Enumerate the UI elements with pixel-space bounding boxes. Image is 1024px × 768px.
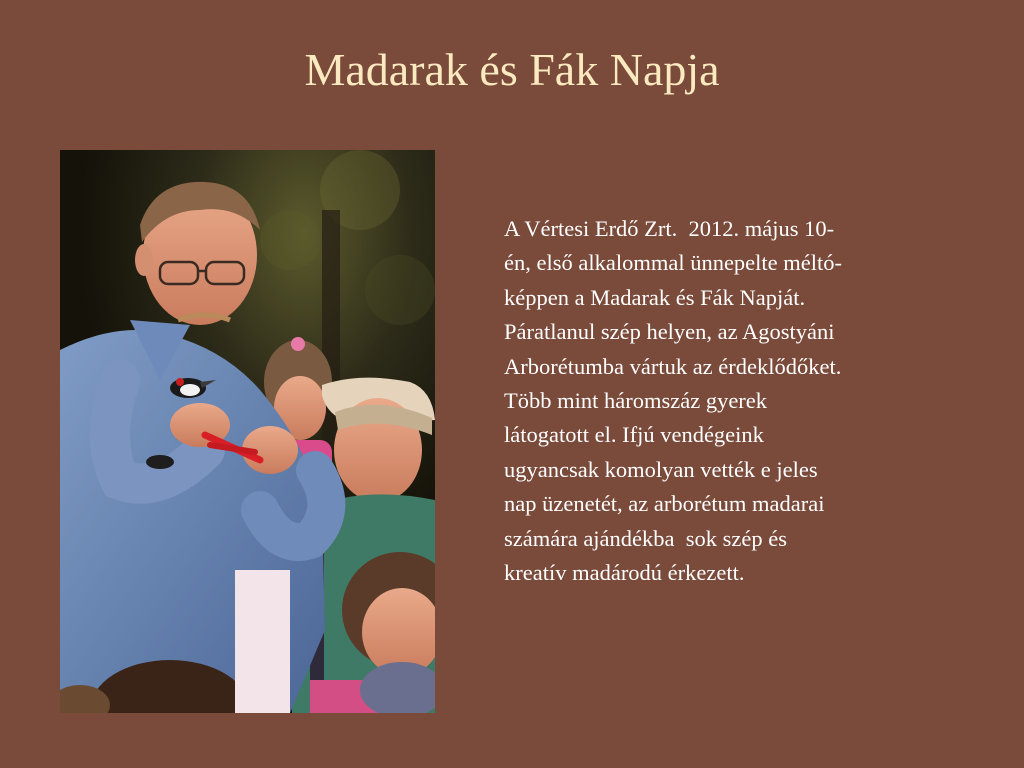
photo-illustration [60,150,435,713]
body-line: számára ajándékba sok szép és [504,525,787,551]
body-line: Több mint háromszáz gyerek [504,388,768,414]
event-photo [60,150,435,713]
slide-title: Madarak és Fák Napja [304,44,720,95]
striped-shirt-child [235,570,290,713]
body-line: képpen a Madarak és Fák Napját. [504,284,806,310]
body-line: én, első alkalommal ünnepelte méltó- [504,250,843,276]
body-line: A Vértesi Erdő Zrt. 2012. május 10- [504,216,835,241]
body-line: Páratlanul szép helyen, az Agostyáni [504,319,835,345]
body-line: kreatív madárodú érkezett. [504,560,745,586]
body-line: látogatott el. Ifjú vendégeink [504,422,764,448]
body-line: nap üzenetét, az arborétum madarai [504,491,825,517]
body-line: Arborétumba vártuk az érdeklődőket. [504,353,842,379]
body-line: ugyancsak komolyan vették e jeles [504,456,818,482]
slide-body-text [504,212,994,590]
